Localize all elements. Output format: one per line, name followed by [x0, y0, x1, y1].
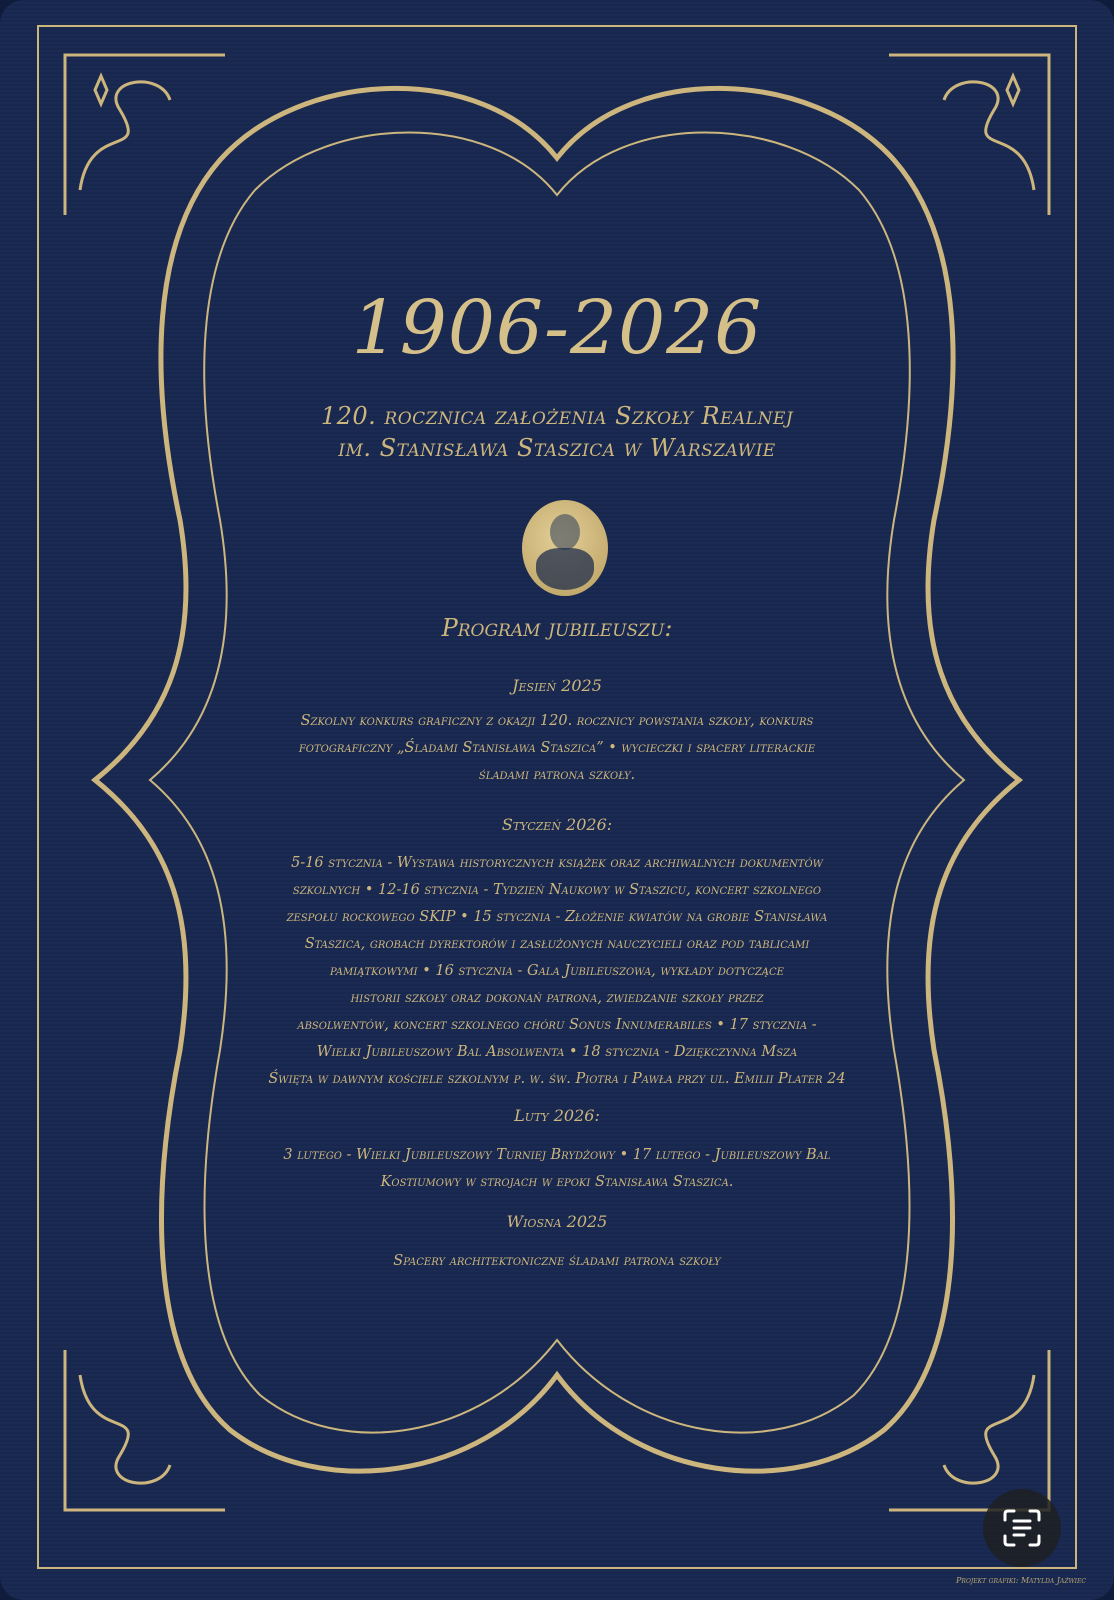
live-text-scan-button[interactable]: [983, 1489, 1061, 1567]
subtitle-line-2: im. Stanisława Staszica w Warszawie: [338, 434, 776, 462]
section-line: 3 lutego - Wielki Jubileuszowy Turniej Brydżowy • 17 lutego - Jubileuszowy Bal: [283, 1147, 831, 1163]
corner-ornament-tl: [65, 55, 225, 215]
section-title: Luty 2026:: [514, 1106, 600, 1125]
section-title: Styczeń 2026:: [501, 815, 613, 834]
program-heading: Program jubileuszu:: [441, 614, 673, 642]
section-line: historii szkoły oraz dokonań patrona, zwiedzanie szkoły przez: [350, 990, 764, 1006]
section-line: zespołu rockowego SKIP • 15 stycznia - Złożenie kwiatów na grobie Stanisława: [286, 909, 828, 925]
section-body: [0, 708, 1114, 789]
section-line: Staszica, grobach dyrektorów i zasłużonych nauczycieli oraz pod tablicami: [304, 936, 810, 952]
section-body: [0, 1248, 1114, 1275]
section-title: Wiosna 2025: [506, 1212, 608, 1231]
design-credit: Projekt grafiki: Matylda Jaźwiec: [956, 1576, 1086, 1585]
outer-border: [38, 26, 1076, 1568]
section-body: [0, 850, 1114, 1093]
corner-ornament-bl: [65, 1350, 225, 1510]
years-title: 1906-2026: [351, 285, 763, 371]
section-line: Święta w dawnym kościele szkolnym p. w. św. Piotra i Pawła przy ul. Emilii Plater 24: [268, 1071, 846, 1087]
section-line: Spacery architektoniczne śladami patrona szkoły: [393, 1253, 721, 1269]
subtitle-line-1: 120. rocznica założenia Szkoły Realnej: [320, 402, 794, 430]
corner-ornament-tr: [889, 55, 1049, 215]
patron-portrait-medallion: [522, 500, 608, 596]
live-text-scan-icon: [1002, 1508, 1042, 1548]
section-line: Szkolny konkurs graficzny z okazji 120. rocznicy powstania szkoły, konkurs: [300, 713, 814, 729]
section-line: 5-16 stycznia - Wystawa historycznych książek oraz archiwalnych dokumentów: [291, 855, 823, 871]
section-line: Kostiumowy w strojach w epoki Stanisława Staszica.: [380, 1174, 734, 1190]
corner-ornament-br: [889, 1350, 1049, 1510]
portrait-head: [550, 514, 580, 550]
section-line: pamiątkowymi • 16 stycznia - Gala Jubileuszowa, wykłady dotyczące: [330, 963, 784, 979]
section-line: szkolnych • 12-16 stycznia - Tydzień Naukowy w Staszicu, koncert szkolnego: [292, 882, 822, 898]
section-body: [0, 1142, 1114, 1196]
section-line: fotograficzny „Śladami Stanisława Staszica” • wycieczki i spacery literackie: [298, 740, 816, 756]
section-line: Wielki Jubileuszowy Bal Absolwenta • 18 stycznia - Dziękczynna Msza: [316, 1044, 798, 1060]
portrait-body: [536, 548, 594, 590]
section-line: śladami patrona szkoły.: [478, 767, 636, 783]
section-title: Jesień 2025: [512, 676, 602, 695]
section-line: absolwentów, koncert szkolnego chóru Sonus Innumerabiles • 17 stycznia -: [297, 1017, 817, 1033]
